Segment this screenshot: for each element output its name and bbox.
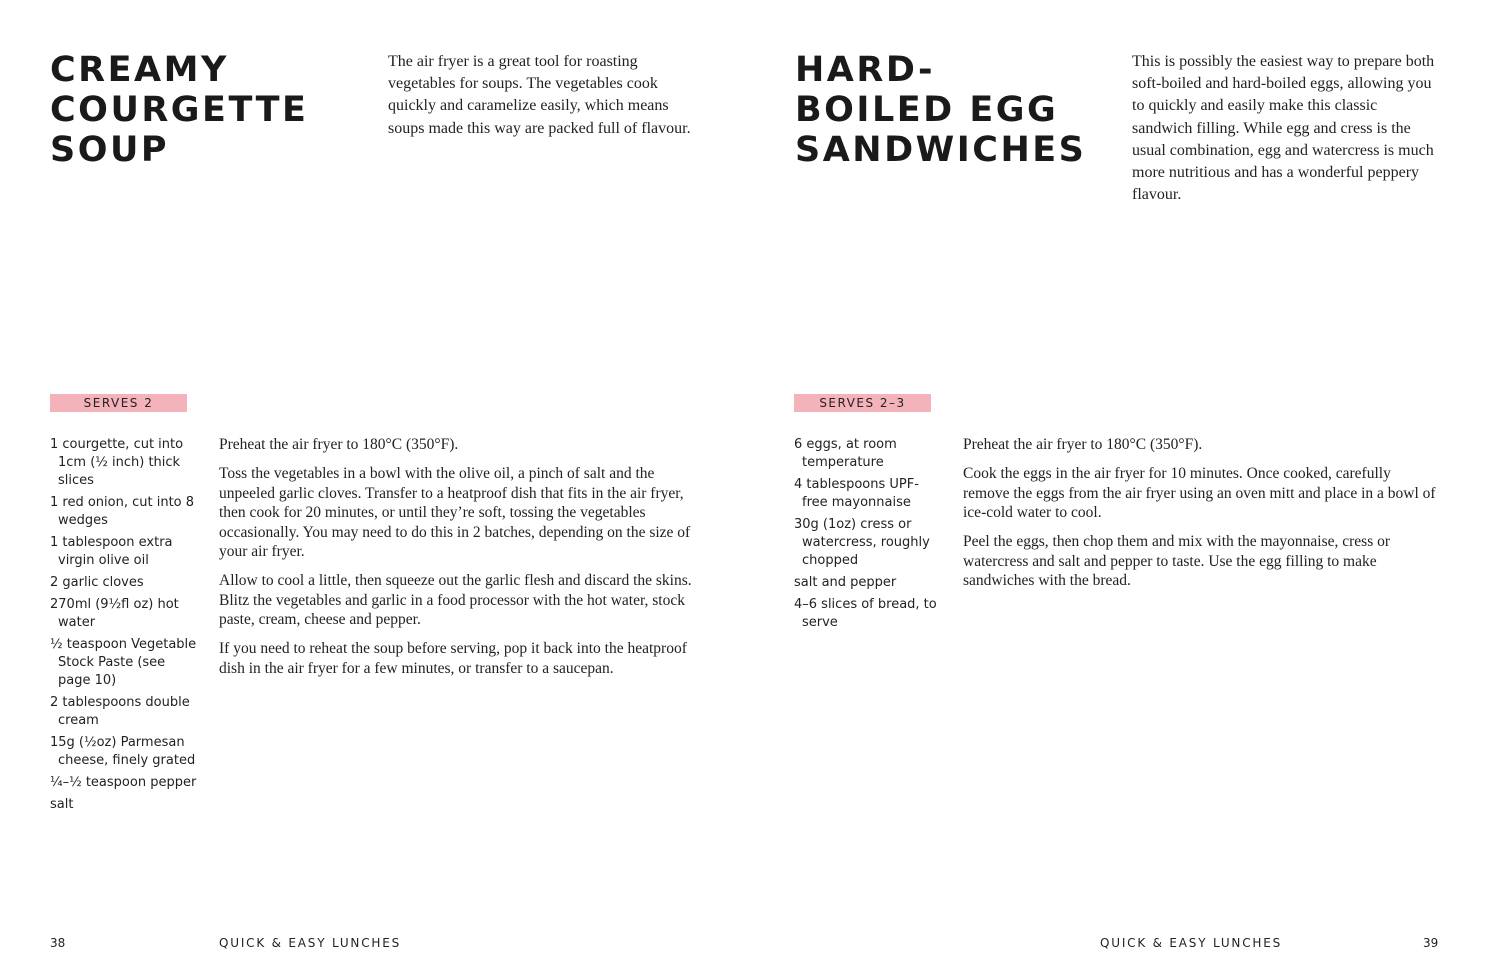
ingredient-item: ½ teaspoon Vegetable Stock Paste (see page 10)	[50, 637, 197, 688]
ingredient-item: 270ml (9½fl oz) hot water	[50, 597, 179, 630]
recipe-intro: The air fryer is a great tool for roasting vegetables for soups. The vegetables cook quickly and caramelize easily, which means soups made this way are packed full of flavour.	[388, 53, 691, 137]
ingredient-item: salt	[50, 797, 74, 812]
title-line: SANDWICHES	[795, 130, 1087, 170]
method-step: If you need to reheat the soup before serving, pop it back into the heatproof dish in the air fryer for a few minutes, or transfer to a saucepan.	[219, 640, 687, 677]
ingredient-item: 1 courgette, cut into 1cm (½ inch) thick slices	[50, 437, 184, 488]
title-line: SOUP	[50, 130, 170, 170]
page-number: 39	[1423, 936, 1439, 950]
serves-badge: SERVES 2–3	[794, 394, 931, 412]
method-step: Peel the eggs, then chop them and mix with the mayonnaise, cress or watercress and salt and pepper to taste. Use the egg filling to make sandwiches with the bread.	[963, 533, 1391, 589]
ingredient-item: 6 eggs, at room temperature	[794, 437, 897, 470]
ingredient-item: 15g (½oz) Parmesan cheese, finely grated	[50, 735, 196, 768]
page-number: 38	[50, 936, 66, 950]
ingredient-item: 2 tablespoons double cream	[50, 695, 190, 728]
method-step: Allow to cool a little, then squeeze out the garlic flesh and discard the skins. Blitz the vegetables and garlic in a food processor with the hot water, stock paste, cream, cheese and pepper.	[219, 572, 692, 628]
ingredient-item: 30g (1oz) cress or watercress, roughly chopped	[794, 517, 930, 568]
ingredient-item: salt and pepper	[794, 575, 897, 590]
title-line: HARD-	[795, 50, 936, 90]
ingredient-item: 2 garlic cloves	[50, 575, 144, 590]
recipe-title-courgette-soup	[50, 50, 308, 170]
method-step: Toss the vegetables in a bowl with the olive oil, a pinch of salt and the unpeeled garlic cloves. Transfer to a heatproof dish that fits in the air fryer, then cook for 20 minutes, or until they’re soft, tossing the vegetables occasionally. You may need to do this in 2 batches, depending on the size of your air fryer.	[219, 465, 691, 560]
ingredient-item: ¼–½ teaspoon pepper	[50, 775, 197, 790]
ingredient-item: 4–6 slices of bread, to serve	[794, 597, 937, 630]
title-line: CREAMY	[50, 50, 229, 90]
ingredients-list	[50, 436, 200, 818]
ingredient-item: 1 red onion, cut into 8 wedges	[50, 495, 195, 528]
method-steps	[219, 435, 697, 688]
ingredients-list	[794, 436, 944, 636]
method-step: Cook the eggs in the air fryer for 10 minutes. Once cooked, carefully remove the eggs from the air fryer using an oven mitt and place in a bowl of ice-cold water to cool.	[963, 465, 1436, 521]
method-steps	[963, 435, 1441, 600]
method-step: Preheat the air fryer to 180°C (350°F).	[219, 436, 459, 453]
right-page	[744, 0, 1488, 969]
method-step: Preheat the air fryer to 180°C (350°F).	[963, 436, 1203, 453]
section-footer: QUICK & EASY LUNCHES	[1100, 936, 1283, 950]
title-line: BOILED EGG	[795, 90, 1059, 130]
section-footer: QUICK & EASY LUNCHES	[219, 936, 402, 950]
recipe-intro: This is possibly the easiest way to prepare both soft-boiled and hard-boiled eggs, allowing you to quickly and easily make this classic sandwich filling. While egg and cress is the usual combination, egg and watercress is much more nutritious and has a wonderful peppery flavour.	[1132, 53, 1435, 204]
title-line: COURGETTE	[50, 90, 309, 130]
serves-badge: SERVES 2	[50, 394, 187, 412]
ingredient-item: 1 tablespoon extra virgin olive oil	[50, 535, 173, 568]
ingredient-item: 4 tablespoons UPF-free mayonnaise	[794, 477, 919, 510]
recipe-title-egg-sandwiches	[795, 50, 1086, 170]
